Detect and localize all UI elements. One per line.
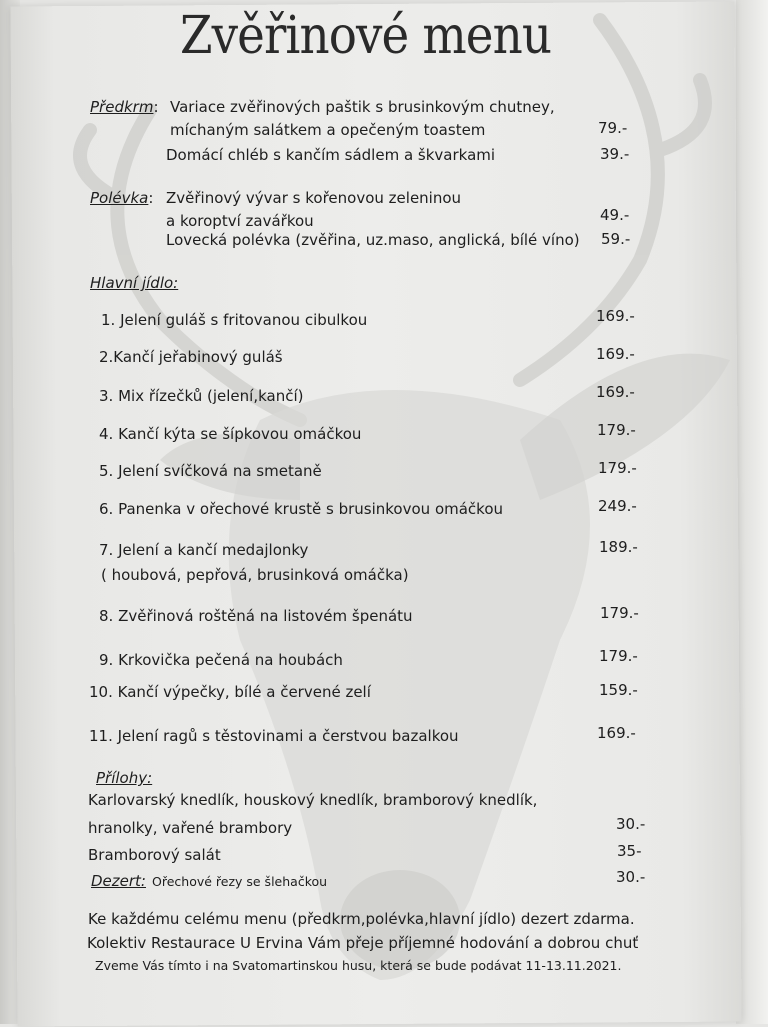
prilohy-line3: Bramborový salát	[88, 846, 221, 864]
predkrm-item-1-price: 79.-	[598, 119, 628, 137]
main-item-7-price: 189.-	[599, 538, 638, 556]
polevka-item-1-price: 49.-	[600, 206, 630, 224]
main-item-9-price: 179.-	[599, 647, 638, 665]
main-item-8: 8. Zvěřinová roštěná na listovém špenátu	[99, 607, 413, 625]
page-title: Zvěřinové menu	[180, 6, 552, 66]
prilohy-price1: 30.-	[616, 815, 646, 833]
predkrm-item-1-line1: Variace zvěřinových paštik s brusinkovým chutney,	[170, 98, 555, 116]
main-item-11-price: 169.-	[597, 724, 636, 742]
dezert-text: Ořechové řezy se šlehačkou	[152, 874, 328, 889]
predkrm-item-1-line2: míchaným salátkem a opečeným toastem	[170, 121, 486, 139]
prilohy-line2: hranolky, vařené brambory	[88, 819, 293, 837]
footer-line1: Ke každému celému menu (předkrm,polévka,hlavní jídlo) dezert zdarma.	[88, 910, 635, 928]
polevka-item-2: Lovecká polévka (zvěřina, uz.maso, anglická, bílé víno)	[166, 231, 580, 249]
main-item-7: 7. Jelení a kančí medajlonky	[99, 541, 309, 559]
prilohy-line1: Karlovarský knedlík, houskový knedlík, bramborový knedlík,	[88, 791, 538, 809]
footer-line3: Zveme Vás tímto i na Svatomartinskou husu, která se bude podávat 11-13.11.2021.	[95, 958, 622, 973]
polevka-item-1-line2: a koroptví zavářkou	[166, 212, 314, 230]
polevka-label: Polévka	[90, 189, 149, 207]
main-item-6: 6. Panenka v ořechové krustě s brusinkovou omáčkou	[99, 500, 504, 518]
main-item-6-price: 249.-	[598, 497, 637, 515]
predkrm-item-2: Domácí chléb s kančím sádlem a škvarkami	[166, 146, 496, 164]
predkrm-item-2-price: 39.-	[600, 145, 630, 163]
polevka-section: Polévka:	[90, 189, 154, 207]
main-item-4: 4. Kančí kýta se šípkovou omáčkou	[99, 425, 362, 443]
footer-line2: Kolektiv Restaurace U Ervina Vám přeje příjemné hodování a dobrou chuť	[87, 934, 639, 952]
main-item-1-price: 169.-	[596, 307, 635, 325]
polevka-item-2-price: 59.-	[601, 230, 631, 248]
main-item-2-price: 169.-	[596, 345, 635, 363]
main-item-7-line2: ( houbová, pepřová, brusinková omáčka)	[101, 566, 409, 584]
main-item-5: 5. Jelení svíčková na smetaně	[99, 462, 322, 480]
predkrm-section: Předkrm:	[90, 98, 159, 116]
main-item-10: 10. Kančí výpečky, bílé a červené zelí	[89, 683, 371, 701]
main-item-4-price: 179.-	[597, 421, 636, 439]
main-item-11: 11. Jelení ragů s těstovinami a čerstvou bazalkou	[89, 727, 459, 745]
dezert-label: Dezert:	[91, 872, 146, 890]
main-item-10-price: 159.-	[599, 681, 638, 699]
prilohy-label: Přílohy:	[96, 769, 153, 787]
main-item-3-price: 169.-	[596, 383, 635, 401]
hlavni-label: Hlavní jídlo:	[90, 274, 179, 292]
dezert-section	[91, 872, 146, 890]
main-item-2: 2.Kančí jeřabinový guláš	[99, 348, 283, 366]
main-item-5-price: 179.-	[598, 459, 637, 477]
main-item-9: 9. Krkovička pečená na houbách	[99, 651, 343, 669]
main-item-3: 3. Mix řízečků (jelení,kančí)	[99, 387, 304, 405]
polevka-item-1-line1: Zvěřinový vývar s kořenovou zeleninou	[166, 189, 462, 207]
dezert-price: 30.-	[616, 868, 646, 886]
main-item-1: 1. Jelení guláš s fritovanou cibulkou	[101, 311, 368, 329]
predkrm-label: Předkrm	[90, 98, 154, 116]
main-item-8-price: 179.-	[600, 604, 639, 622]
prilohy-price2: 35-	[617, 842, 642, 860]
